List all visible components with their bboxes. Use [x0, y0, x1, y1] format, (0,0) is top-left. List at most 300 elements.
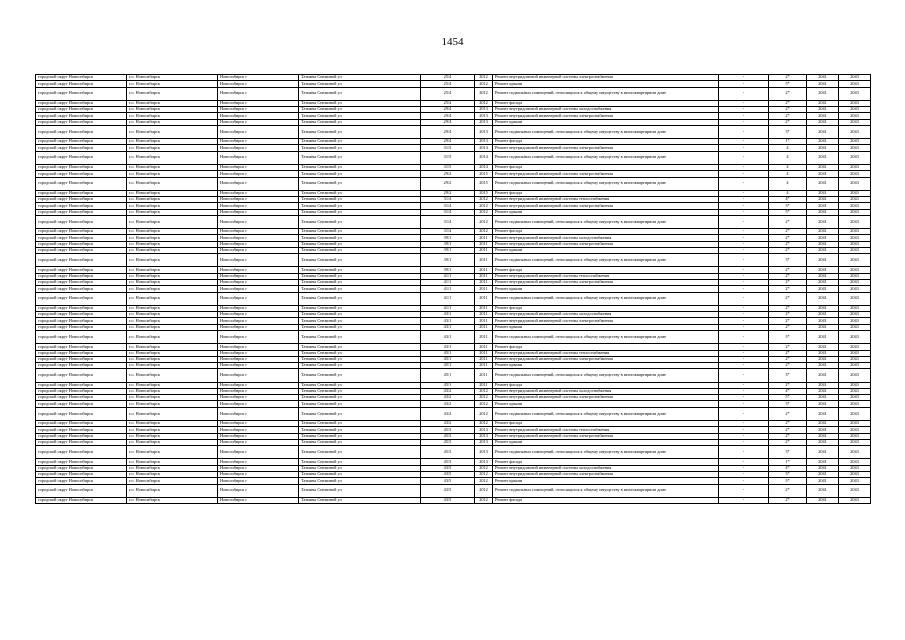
cell-municipality: городской округ Новосибирск — [36, 247, 127, 253]
cell-year-from: 2041 — [807, 465, 839, 471]
cell-year-from: 2041 — [807, 331, 839, 344]
cell-count: 2* — [769, 119, 807, 125]
cell-house: 39/1 — [421, 235, 475, 241]
cell-count: 4* — [769, 388, 807, 394]
cell-settlement: г.о. Новосибирск — [127, 247, 218, 253]
cell-year-from: 2041 — [807, 395, 839, 401]
cell-street: Татьяны Снежиной ул — [299, 75, 421, 81]
cell-year-to: 2043 — [839, 344, 871, 350]
cell-count: 4* — [769, 197, 807, 203]
cell-count: 2* — [769, 235, 807, 241]
cell-work-type: Ремонт фасада — [493, 267, 719, 273]
cell-count: 2* — [769, 427, 807, 433]
cell-year: 2014 — [475, 151, 493, 164]
cell-work-type: Ремонт крыши — [493, 286, 719, 292]
cell-dash: - — [719, 139, 769, 145]
cell-year: 2012 — [475, 229, 493, 235]
cell-street: Татьяны Снежиной ул — [299, 459, 421, 465]
cell-year-to: 2043 — [839, 171, 871, 177]
cell-city: Новосибирск г — [218, 395, 299, 401]
cell-city: Новосибирск г — [218, 459, 299, 465]
cell-year-from: 2041 — [807, 497, 839, 503]
cell-municipality: городской округ Новосибирск — [36, 100, 127, 106]
cell-city: Новосибирск г — [218, 100, 299, 106]
cell-dash: - — [719, 388, 769, 394]
cell-year: 2012 — [475, 484, 493, 497]
cell-year-to: 2043 — [839, 350, 871, 356]
cell-city: Новосибирск г — [218, 247, 299, 253]
cell-city: Новосибирск г — [218, 229, 299, 235]
cell-year: 2011 — [475, 331, 493, 344]
cell-dash: - — [719, 459, 769, 465]
cell-municipality: городской округ Новосибирск — [36, 209, 127, 215]
cell-house: 39/1 — [421, 247, 475, 253]
cell-count: 2* — [769, 229, 807, 235]
repair-schedule-table — [35, 74, 871, 504]
cell-house: 29/2 — [421, 171, 475, 177]
cell-year-from: 2041 — [807, 190, 839, 196]
cell-count: 2* — [769, 439, 807, 445]
cell-dash: - — [719, 119, 769, 125]
cell-year-to: 2043 — [839, 164, 871, 170]
cell-street: Татьяны Снежиной ул — [299, 331, 421, 344]
cell-street: Татьяны Снежиной ул — [299, 107, 421, 113]
cell-year-from: 2041 — [807, 420, 839, 426]
cell-dash: - — [719, 484, 769, 497]
cell-year-from: 2041 — [807, 273, 839, 279]
cell-settlement: г.о. Новосибирск — [127, 145, 218, 151]
cell-count: 2* — [769, 75, 807, 81]
cell-municipality: городской округ Новосибирск — [36, 292, 127, 305]
cell-city: Новосибирск г — [218, 113, 299, 119]
cell-settlement: г.о. Новосибирск — [127, 273, 218, 279]
cell-house: 29/4 — [421, 113, 475, 119]
cell-house: 45/1 — [421, 363, 475, 369]
cell-city: Новосибирск г — [218, 407, 299, 420]
cell-year-from: 2041 — [807, 229, 839, 235]
cell-street: Татьяны Снежиной ул — [299, 177, 421, 190]
cell-count: 3* — [769, 254, 807, 267]
cell-house: 31/4 — [421, 203, 475, 209]
cell-year: 2012 — [475, 209, 493, 215]
cell-year: 2012 — [475, 215, 493, 228]
cell-house: 29/2 — [421, 190, 475, 196]
cell-house: 31/5 — [421, 145, 475, 151]
cell-count: 2* — [769, 420, 807, 426]
cell-house: 41/1 — [421, 280, 475, 286]
cell-year: 2011 — [475, 273, 493, 279]
cell-dash: - — [719, 292, 769, 305]
cell-street: Татьяны Снежиной ул — [299, 215, 421, 228]
cell-year-from: 2041 — [807, 439, 839, 445]
cell-settlement: г.о. Новосибирск — [127, 119, 218, 125]
cell-city: Новосибирск г — [218, 177, 299, 190]
cell-dash: - — [719, 324, 769, 330]
cell-year-from: 2041 — [807, 471, 839, 477]
cell-municipality: городской округ Новосибирск — [36, 235, 127, 241]
cell-city: Новосибирск г — [218, 267, 299, 273]
cell-street: Татьяны Снежиной ул — [299, 497, 421, 503]
cell-municipality: городской округ Новосибирск — [36, 139, 127, 145]
cell-count: 2* — [769, 286, 807, 292]
cell-year: 2013 — [475, 139, 493, 145]
cell-year-from: 2041 — [807, 145, 839, 151]
cell-house: 29/4 — [421, 125, 475, 138]
cell-dash: - — [719, 465, 769, 471]
cell-year-to: 2043 — [839, 273, 871, 279]
cell-house: 45/3 — [421, 427, 475, 433]
cell-year: 2012 — [475, 87, 493, 100]
cell-count: 4 — [769, 151, 807, 164]
cell-settlement: г.о. Новосибирск — [127, 139, 218, 145]
cell-year-to: 2043 — [839, 292, 871, 305]
cell-municipality: городской округ Новосибирск — [36, 388, 127, 394]
cell-work-type: Ремонт внутридомовой инженерной системы холодоснабжения — [493, 388, 719, 394]
cell-dash: - — [719, 382, 769, 388]
cell-count: 2* — [769, 100, 807, 106]
table-row — [36, 151, 871, 164]
cell-year-from: 2041 — [807, 235, 839, 241]
cell-year-from: 2041 — [807, 369, 839, 382]
cell-year-from: 2041 — [807, 203, 839, 209]
cell-municipality: городской округ Новосибирск — [36, 273, 127, 279]
cell-settlement: г.о. Новосибирск — [127, 388, 218, 394]
cell-street: Татьяны Снежиной ул — [299, 139, 421, 145]
cell-year-from: 2041 — [807, 139, 839, 145]
cell-city: Новосибирск г — [218, 478, 299, 484]
cell-year-from: 2041 — [807, 247, 839, 253]
cell-settlement: г.о. Новосибирск — [127, 363, 218, 369]
cell-house: 45/1 — [421, 382, 475, 388]
cell-dash: - — [719, 369, 769, 382]
cell-settlement: г.о. Новосибирск — [127, 87, 218, 100]
cell-count: 2* — [769, 407, 807, 420]
cell-year: 2012 — [475, 478, 493, 484]
cell-work-type: Ремонт подвальных помещений, относящихся к общему имуществу в многоквартирном доме — [493, 407, 719, 420]
cell-municipality: городской округ Новосибирск — [36, 190, 127, 196]
cell-work-type: Ремонт внутридомовой инженерной системы электроснабжения — [493, 471, 719, 477]
cell-year: 2012 — [475, 395, 493, 401]
cell-year: 2013 — [475, 125, 493, 138]
cell-settlement: г.о. Новосибирск — [127, 478, 218, 484]
cell-year-from: 2041 — [807, 100, 839, 106]
cell-municipality: городской округ Новосибирск — [36, 254, 127, 267]
cell-year: 2011 — [475, 312, 493, 318]
cell-count: 3* — [769, 478, 807, 484]
cell-count: 2* — [769, 292, 807, 305]
cell-municipality: городской округ Новосибирск — [36, 177, 127, 190]
cell-house: 45/1 — [421, 369, 475, 382]
cell-house: 25/4 — [421, 75, 475, 81]
cell-city: Новосибирск г — [218, 446, 299, 459]
cell-year: 2011 — [475, 344, 493, 350]
cell-year: 2011 — [475, 286, 493, 292]
cell-house: 43/5 — [421, 484, 475, 497]
cell-street: Татьяны Снежиной ул — [299, 382, 421, 388]
cell-year-from: 2041 — [807, 254, 839, 267]
cell-year-from: 2041 — [807, 280, 839, 286]
cell-year-to: 2043 — [839, 107, 871, 113]
cell-settlement: г.о. Новосибирск — [127, 395, 218, 401]
cell-street: Татьяны Снежиной ул — [299, 471, 421, 477]
cell-street: Татьяны Снежиной ул — [299, 247, 421, 253]
cell-city: Новосибирск г — [218, 382, 299, 388]
cell-work-type: Ремонт внутридомовой инженерной системы электроснабжения — [493, 356, 719, 362]
cell-city: Новосибирск г — [218, 312, 299, 318]
cell-municipality: городской округ Новосибирск — [36, 280, 127, 286]
cell-year: 2011 — [475, 247, 493, 253]
cell-dash: - — [719, 197, 769, 203]
page-number: 1454 — [441, 36, 464, 48]
cell-year: 2012 — [475, 465, 493, 471]
cell-street: Татьяны Снежиной ул — [299, 267, 421, 273]
cell-year-to: 2043 — [839, 484, 871, 497]
cell-count: 2* — [769, 344, 807, 350]
cell-work-type: Ремонт крыши — [493, 119, 719, 125]
cell-work-type: Ремонт крыши — [493, 401, 719, 407]
cell-city: Новосибирск г — [218, 125, 299, 138]
cell-year-from: 2041 — [807, 81, 839, 87]
cell-house: 43/2 — [421, 395, 475, 401]
cell-year-to: 2043 — [839, 235, 871, 241]
cell-house: 43/2 — [421, 401, 475, 407]
cell-settlement: г.о. Новосибирск — [127, 177, 218, 190]
cell-year-from: 2041 — [807, 446, 839, 459]
cell-street: Татьяны Снежиной ул — [299, 363, 421, 369]
cell-house: 29/4 — [421, 119, 475, 125]
cell-work-type: Ремонт подвальных помещений, относящихся к общему имуществу в многоквартирном доме — [493, 369, 719, 382]
cell-city: Новосибирск г — [218, 286, 299, 292]
cell-settlement: г.о. Новосибирск — [127, 215, 218, 228]
cell-street: Татьяны Снежиной ул — [299, 145, 421, 151]
cell-house: 43/1 — [421, 312, 475, 318]
cell-work-type: Ремонт подвальных помещений, относящихся к общему имуществу в многоквартирном доме — [493, 331, 719, 344]
cell-settlement: г.о. Новосибирск — [127, 190, 218, 196]
cell-city: Новосибирск г — [218, 433, 299, 439]
cell-street: Татьяны Снежиной ул — [299, 388, 421, 394]
cell-city: Новосибирск г — [218, 75, 299, 81]
cell-year: 2011 — [475, 305, 493, 311]
cell-municipality: городской округ Новосибирск — [36, 407, 127, 420]
cell-year: 2011 — [475, 254, 493, 267]
cell-dash: - — [719, 81, 769, 87]
cell-city: Новосибирск г — [218, 427, 299, 433]
cell-work-type: Ремонт внутридомовой инженерной системы электроснабжения — [493, 145, 719, 151]
cell-street: Татьяны Снежиной ул — [299, 344, 421, 350]
cell-year-to: 2043 — [839, 356, 871, 362]
cell-settlement: г.о. Новосибирск — [127, 125, 218, 138]
cell-year: 2012 — [475, 471, 493, 477]
cell-settlement: г.о. Новосибирск — [127, 420, 218, 426]
cell-municipality: городской округ Новосибирск — [36, 439, 127, 445]
cell-house: 43/5 — [421, 497, 475, 503]
cell-year: 2012 — [475, 75, 493, 81]
cell-city: Новосибирск г — [218, 203, 299, 209]
cell-settlement: г.о. Новосибирск — [127, 427, 218, 433]
cell-street: Татьяны Снежиной ул — [299, 395, 421, 401]
cell-work-type: Ремонт внутридомовой инженерной системы холодоснабжения — [493, 235, 719, 241]
cell-dash: - — [719, 229, 769, 235]
cell-settlement: г.о. Новосибирск — [127, 151, 218, 164]
cell-work-type: Ремонт крыши — [493, 439, 719, 445]
cell-city: Новосибирск г — [218, 171, 299, 177]
cell-dash: - — [719, 247, 769, 253]
cell-year-to: 2043 — [839, 324, 871, 330]
cell-work-type: Ремонт внутридомовой инженерной системы теплоснабжения — [493, 427, 719, 433]
cell-work-type: Ремонт внутридомовой инженерной системы электроснабжения — [493, 241, 719, 247]
cell-street: Татьяны Снежиной ул — [299, 235, 421, 241]
cell-work-type: Ремонт подвальных помещений, относящихся к общему имуществу в многоквартирном доме — [493, 446, 719, 459]
cell-municipality: городской округ Новосибирск — [36, 171, 127, 177]
cell-count: 4 — [769, 171, 807, 177]
cell-year: 2014 — [475, 145, 493, 151]
cell-city: Новосибирск г — [218, 388, 299, 394]
cell-street: Татьяны Снежиной ул — [299, 125, 421, 138]
cell-year-to: 2043 — [839, 401, 871, 407]
cell-street: Татьяны Снежиной ул — [299, 203, 421, 209]
cell-year-from: 2041 — [807, 318, 839, 324]
cell-dash: - — [719, 395, 769, 401]
cell-count: 2* — [769, 497, 807, 503]
cell-municipality: городской округ Новосибирск — [36, 81, 127, 87]
cell-city: Новосибирск г — [218, 292, 299, 305]
cell-settlement: г.о. Новосибирск — [127, 209, 218, 215]
cell-settlement: г.о. Новосибирск — [127, 81, 218, 87]
cell-municipality: городской округ Новосибирск — [36, 119, 127, 125]
cell-year: 2012 — [475, 197, 493, 203]
cell-settlement: г.о. Новосибирск — [127, 113, 218, 119]
cell-settlement: г.о. Новосибирск — [127, 407, 218, 420]
cell-dash: - — [719, 331, 769, 344]
cell-work-type: Ремонт подвальных помещений, относящихся к общему имуществу в многоквартирном доме — [493, 484, 719, 497]
cell-year-from: 2041 — [807, 427, 839, 433]
cell-municipality: городской округ Новосибирск — [36, 312, 127, 318]
cell-city: Новосибирск г — [218, 471, 299, 477]
cell-count: 2* — [769, 350, 807, 356]
cell-dash: - — [719, 356, 769, 362]
cell-municipality: городской округ Новосибирск — [36, 401, 127, 407]
cell-work-type: Ремонт крыши — [493, 478, 719, 484]
cell-year-to: 2043 — [839, 151, 871, 164]
cell-year-to: 2043 — [839, 113, 871, 119]
cell-house: 31/4 — [421, 215, 475, 228]
table-row — [36, 177, 871, 190]
cell-count: 1* — [769, 139, 807, 145]
cell-dash: - — [719, 241, 769, 247]
cell-year-from: 2041 — [807, 382, 839, 388]
cell-work-type: Ремонт фасада — [493, 190, 719, 196]
cell-year-to: 2043 — [839, 478, 871, 484]
cell-street: Татьяны Снежиной ул — [299, 280, 421, 286]
cell-year-to: 2043 — [839, 382, 871, 388]
cell-count: 2* — [769, 318, 807, 324]
cell-dash: - — [719, 100, 769, 106]
cell-house: 45/1 — [421, 356, 475, 362]
cell-work-type: Ремонт фасада — [493, 382, 719, 388]
cell-city: Новосибирск г — [218, 241, 299, 247]
cell-street: Татьяны Снежиной ул — [299, 164, 421, 170]
cell-street: Татьяны Снежиной ул — [299, 81, 421, 87]
cell-year-to: 2043 — [839, 439, 871, 445]
cell-settlement: г.о. Новосибирск — [127, 75, 218, 81]
cell-street: Татьяны Снежиной ул — [299, 356, 421, 362]
cell-year-to: 2043 — [839, 267, 871, 273]
cell-street: Татьяны Снежиной ул — [299, 286, 421, 292]
cell-year: 2013 — [475, 439, 493, 445]
cell-settlement: г.о. Новосибирск — [127, 433, 218, 439]
cell-municipality: городской округ Новосибирск — [36, 478, 127, 484]
cell-year-to: 2043 — [839, 203, 871, 209]
cell-count: 4 — [769, 164, 807, 170]
cell-settlement: г.о. Новосибирск — [127, 235, 218, 241]
cell-work-type: Ремонт фасада — [493, 164, 719, 170]
cell-year-to: 2043 — [839, 145, 871, 151]
cell-work-type: Ремонт внутридомовой инженерной системы холодоснабжения — [493, 107, 719, 113]
cell-settlement: г.о. Новосибирск — [127, 439, 218, 445]
cell-dash: - — [719, 280, 769, 286]
cell-settlement: г.о. Новосибирск — [127, 267, 218, 273]
cell-city: Новосибирск г — [218, 235, 299, 241]
cell-work-type: Ремонт крыши — [493, 209, 719, 215]
cell-dash: - — [719, 497, 769, 503]
cell-year: 2011 — [475, 318, 493, 324]
cell-municipality: городской округ Новосибирск — [36, 484, 127, 497]
cell-street: Татьяны Снежиной ул — [299, 446, 421, 459]
cell-year-from: 2041 — [807, 363, 839, 369]
cell-house: 41/1 — [421, 286, 475, 292]
cell-settlement: г.о. Новосибирск — [127, 465, 218, 471]
cell-count: 2* — [769, 484, 807, 497]
cell-year: 2012 — [475, 420, 493, 426]
cell-year: 2013 — [475, 119, 493, 125]
cell-settlement: г.о. Новосибирск — [127, 241, 218, 247]
cell-work-type: Ремонт подвальных помещений, относящихся к общему имуществу в многоквартирном доме — [493, 292, 719, 305]
cell-dash: - — [719, 471, 769, 477]
cell-settlement: г.о. Новосибирск — [127, 459, 218, 465]
cell-count: 3* — [769, 401, 807, 407]
cell-municipality: городской округ Новосибирск — [36, 433, 127, 439]
cell-city: Новосибирск г — [218, 331, 299, 344]
cell-house: 43/2 — [421, 420, 475, 426]
cell-municipality: городской округ Новосибирск — [36, 382, 127, 388]
cell-settlement: г.о. Новосибирск — [127, 280, 218, 286]
cell-street: Татьяны Снежиной ул — [299, 209, 421, 215]
cell-municipality: городской округ Новосибирск — [36, 107, 127, 113]
cell-year-from: 2041 — [807, 305, 839, 311]
cell-dash: - — [719, 113, 769, 119]
cell-settlement: г.о. Новосибирск — [127, 164, 218, 170]
cell-work-type: Ремонт фасада — [493, 459, 719, 465]
cell-year-from: 2041 — [807, 356, 839, 362]
cell-count: 2* — [769, 280, 807, 286]
cell-street: Татьяны Снежиной ул — [299, 241, 421, 247]
cell-year-to: 2043 — [839, 286, 871, 292]
cell-house: 39/1 — [421, 267, 475, 273]
cell-year-to: 2043 — [839, 197, 871, 203]
cell-street: Татьяны Снежиной ул — [299, 465, 421, 471]
cell-year-to: 2043 — [839, 125, 871, 138]
cell-count: 3* — [769, 203, 807, 209]
cell-count: 5* — [769, 395, 807, 401]
cell-year-to: 2043 — [839, 471, 871, 477]
cell-house: 29/4 — [421, 139, 475, 145]
cell-dash: - — [719, 318, 769, 324]
table-row — [36, 292, 871, 305]
cell-work-type: Ремонт внутридомовой инженерной системы электроснабжения — [493, 171, 719, 177]
cell-dash: - — [719, 254, 769, 267]
cell-year: 2011 — [475, 324, 493, 330]
cell-dash: - — [719, 235, 769, 241]
